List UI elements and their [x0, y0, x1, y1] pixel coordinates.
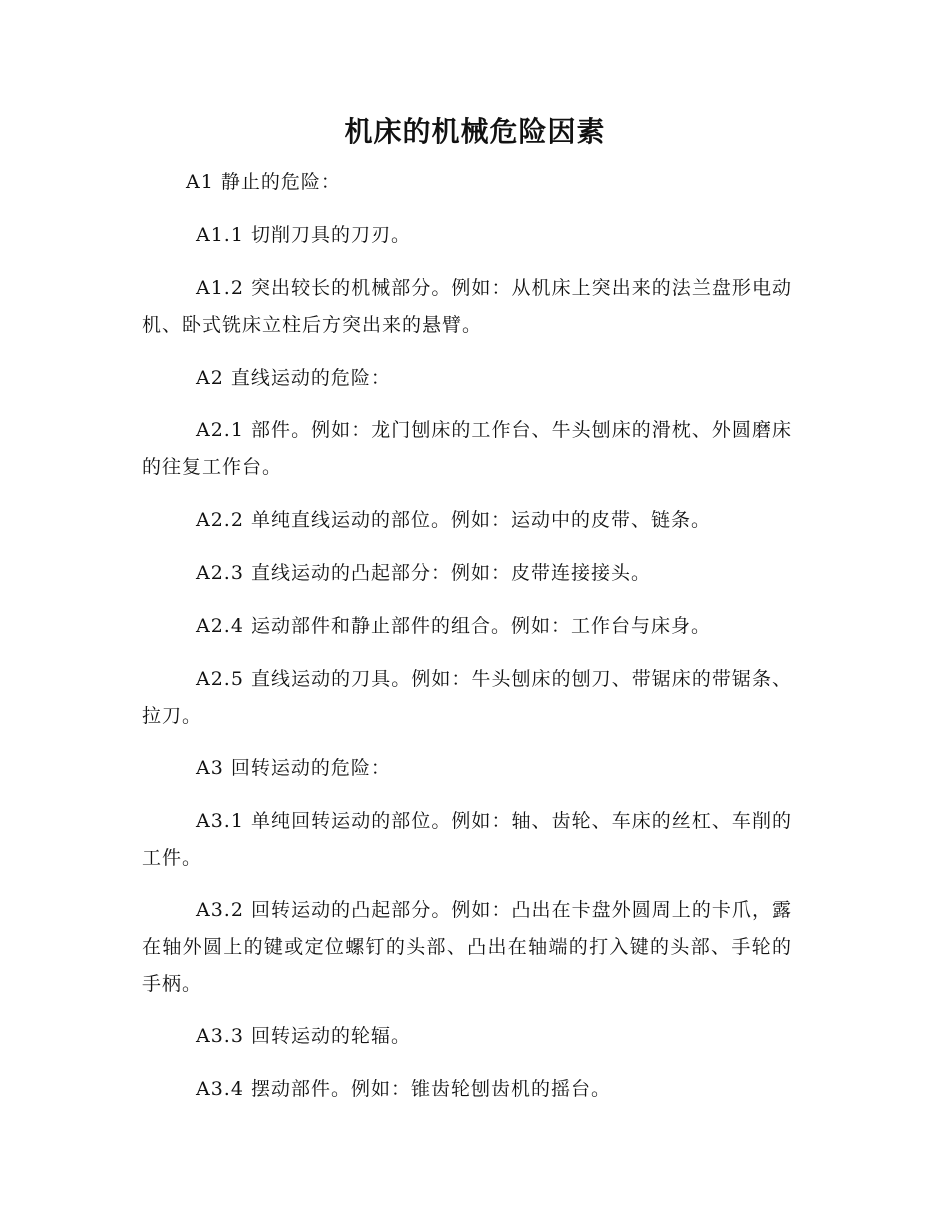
paragraph-a1-2: A1.2 突出较长的机械部分。例如：从机床上突出来的法兰盘形电动机、卧式铣床立柱后方突出来的悬臂。	[142, 277, 792, 336]
paragraph-a3-2: A3.2 回转运动的凸起部分。例如：凸出在卡盘外圆周上的卡爪，露在轴外圆上的键或定位螺钉的头部、凸出在轴端的打入键的头部、手轮的手柄。	[142, 899, 792, 995]
paragraph-a2-3: A2.3 直线运动的凸起部分：例如：皮带连接接头。	[196, 562, 651, 584]
paragraph-a3-1: A3.1 单纯回转运动的部位。例如：轴、齿轮、车床的丝杠、车削的工件。	[142, 810, 792, 869]
paragraph-a1-1: A1.1 切削刀具的刀刃。	[196, 224, 411, 246]
document-title: 机床的机械危险因素	[344, 115, 606, 148]
paragraph-a3-3: A3.3 回转运动的轮辐。	[196, 1025, 411, 1047]
section-heading-a2: A2 直线运动的危险：	[196, 367, 391, 389]
paragraph-a3-4: A3.4 摆动部件。例如：锥齿轮刨齿机的摇台。	[196, 1078, 611, 1100]
paragraph-a2-5: A2.5 直线运动的刀具。例如：牛头刨床的刨刀、带锯床的带锯条、拉刀。	[142, 668, 792, 727]
section-heading-a3: A3 回转运动的危险：	[196, 757, 391, 779]
section-heading-a1: A1 静止的危险：	[186, 171, 341, 193]
paragraph-a2-2: A2.2 单纯直线运动的部位。例如：运动中的皮带、链条。	[196, 509, 711, 531]
paragraph-a2-1: A2.1 部件。例如：龙门刨床的工作台、牛头刨床的滑枕、外圆磨床的往复工作台。	[142, 419, 792, 478]
paragraph-a2-4: A2.4 运动部件和静止部件的组合。例如：工作台与床身。	[196, 615, 711, 637]
